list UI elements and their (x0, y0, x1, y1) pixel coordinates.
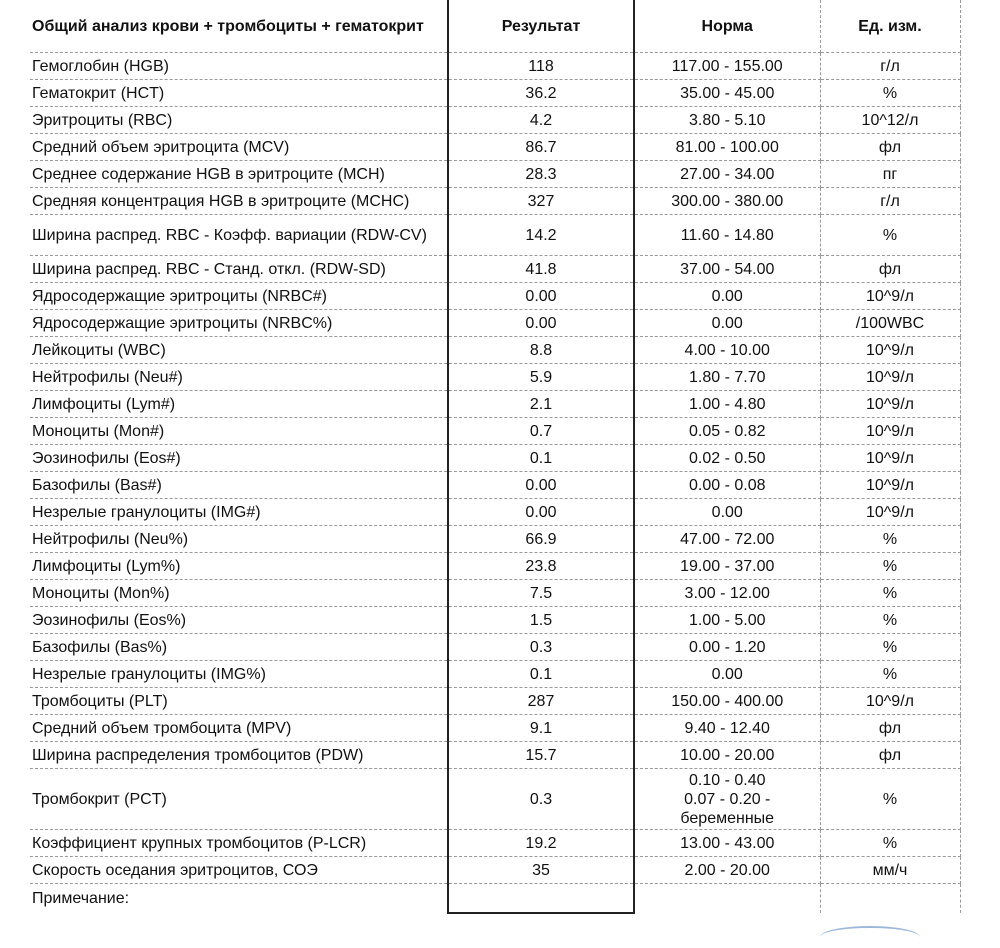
norm-cell: 27.00 - 34.00 (634, 161, 820, 188)
unit-cell: фл (820, 715, 960, 742)
result-cell: 28.3 (448, 161, 634, 188)
note-row (30, 884, 960, 914)
result-cell: 14.2 (448, 215, 634, 256)
test-name-cell: Средний объем эритроцита (MCV) (30, 134, 448, 161)
test-name-cell: Лимфоциты (Lym#) (30, 391, 448, 418)
test-name-cell: Лимфоциты (Lym%) (30, 553, 448, 580)
test-name-cell: Моноциты (Mon#) (30, 418, 448, 445)
norm-cell: 150.00 - 400.00 (634, 688, 820, 715)
test-name-cell: Гематокрит (HCT) (30, 80, 448, 107)
table-row (30, 607, 960, 634)
norm-cell: 0.00 - 1.20 (634, 634, 820, 661)
unit-cell: % (820, 830, 960, 857)
unit-cell: фл (820, 256, 960, 283)
result-cell: 327 (448, 188, 634, 215)
table-header-row (30, 0, 960, 53)
table-row (30, 769, 960, 830)
norm-cell: 2.00 - 20.00 (634, 857, 820, 884)
test-name-cell: Тромбокрит (PCT) (30, 769, 448, 830)
unit-cell: 10^9/л (820, 391, 960, 418)
table-row (30, 742, 960, 769)
note-label: Примечание: (30, 884, 448, 914)
result-cell: 287 (448, 688, 634, 715)
test-name-cell: Ширина распределения тромбоцитов (PDW) (30, 742, 448, 769)
norm-line: 0.10 - 0.40 (689, 771, 766, 789)
result-cell: 35 (448, 857, 634, 884)
norm-cell: 35.00 - 45.00 (634, 80, 820, 107)
test-name-cell: Базофилы (Bas%) (30, 634, 448, 661)
table-row (30, 526, 960, 553)
result-cell: 0.7 (448, 418, 634, 445)
test-name-cell: Незрелые гранулоциты (IMG#) (30, 499, 448, 526)
result-cell: 41.8 (448, 256, 634, 283)
norm-cell: 3.80 - 5.10 (634, 107, 820, 134)
test-name-cell: Эритроциты (RBC) (30, 107, 448, 134)
table-row (30, 715, 960, 742)
result-cell: 19.2 (448, 830, 634, 857)
result-cell: 0.00 (448, 472, 634, 499)
norm-cell: 0.00 (634, 499, 820, 526)
norm-cell: 47.00 - 72.00 (634, 526, 820, 553)
result-cell: 7.5 (448, 580, 634, 607)
norm-cell: 4.00 - 10.00 (634, 337, 820, 364)
test-name-cell: Лейкоциты (WBC) (30, 337, 448, 364)
unit-cell: % (820, 553, 960, 580)
result-cell: 23.8 (448, 553, 634, 580)
test-name-cell: Базофилы (Bas#) (30, 472, 448, 499)
unit-cell: /100WBC (820, 310, 960, 337)
result-cell: 5.9 (448, 364, 634, 391)
result-cell: 0.00 (448, 310, 634, 337)
table-row (30, 134, 960, 161)
unit-cell: 10^9/л (820, 688, 960, 715)
norm-cell: 0.00 (634, 310, 820, 337)
unit-column-header: Ед. изм. (820, 0, 960, 53)
unit-cell: % (820, 215, 960, 256)
result-cell: 86.7 (448, 134, 634, 161)
unit-cell: фл (820, 742, 960, 769)
stamp-edge-fragment (820, 926, 920, 948)
unit-cell: фл (820, 134, 960, 161)
test-name-cell: Скорость оседания эритроцитов, СОЭ (30, 857, 448, 884)
table-row (30, 445, 960, 472)
result-cell: 0.3 (448, 769, 634, 830)
table-row (30, 472, 960, 499)
unit-cell: % (820, 661, 960, 688)
norm-cell: 300.00 - 380.00 (634, 188, 820, 215)
unit-cell: 10^9/л (820, 472, 960, 499)
norm-column-header: Норма (634, 0, 820, 53)
norm-line-pregnant: 0.07 - 0.20 - беременные (680, 790, 775, 827)
unit-cell: % (820, 607, 960, 634)
norm-cell (634, 769, 820, 830)
table-row (30, 688, 960, 715)
table-row (30, 80, 960, 107)
result-cell: 8.8 (448, 337, 634, 364)
unit-cell: 10^9/л (820, 445, 960, 472)
test-name-cell: Ядросодержащие эритроциты (NRBC%) (30, 310, 448, 337)
table-row (30, 634, 960, 661)
table-row (30, 418, 960, 445)
table-row (30, 188, 960, 215)
test-name-cell: Коэффициент крупных тромбоцитов (P-LCR) (30, 830, 448, 857)
result-cell: 4.2 (448, 107, 634, 134)
result-cell: 118 (448, 53, 634, 80)
table-row (30, 161, 960, 188)
test-name-cell: Средняя концентрация HGB в эритроците (MCHC) (30, 188, 448, 215)
test-name-cell: Ширина распред. RBC - Коэфф. вариации (RDW-CV) (30, 215, 448, 256)
table-row (30, 391, 960, 418)
result-cell: 0.1 (448, 661, 634, 688)
norm-cell: 81.00 - 100.00 (634, 134, 820, 161)
norm-cell: 117.00 - 155.00 (634, 53, 820, 80)
unit-cell: 10^9/л (820, 337, 960, 364)
result-cell: 1.5 (448, 607, 634, 634)
table-row (30, 215, 960, 256)
test-name-cell: Моноциты (Mon%) (30, 580, 448, 607)
norm-cell: 1.80 - 7.70 (634, 364, 820, 391)
table-row (30, 580, 960, 607)
norm-cell: 0.00 (634, 283, 820, 310)
result-cell: 36.2 (448, 80, 634, 107)
unit-cell: 10^9/л (820, 283, 960, 310)
table-row (30, 661, 960, 688)
table-row (30, 364, 960, 391)
norm-cell: 3.00 - 12.00 (634, 580, 820, 607)
test-name-cell: Незрелые гранулоциты (IMG%) (30, 661, 448, 688)
unit-cell: 10^9/л (820, 364, 960, 391)
norm-cell: 13.00 - 43.00 (634, 830, 820, 857)
unit-cell: % (820, 769, 960, 830)
unit-cell: 10^9/л (820, 499, 960, 526)
result-cell: 0.3 (448, 634, 634, 661)
table-row (30, 107, 960, 134)
unit-cell: г/л (820, 53, 960, 80)
norm-cell: 9.40 - 12.40 (634, 715, 820, 742)
result-cell: 0.00 (448, 283, 634, 310)
table-row (30, 857, 960, 884)
unit-cell: % (820, 526, 960, 553)
norm-cell: 11.60 - 14.80 (634, 215, 820, 256)
empty-cell (634, 884, 820, 914)
result-cell: 0.00 (448, 499, 634, 526)
unit-cell: г/л (820, 188, 960, 215)
test-name-cell: Нейтрофилы (Neu%) (30, 526, 448, 553)
unit-cell: пг (820, 161, 960, 188)
test-name-cell: Среднее содержание HGB в эритроците (MCH) (30, 161, 448, 188)
table-row (30, 337, 960, 364)
table-row (30, 553, 960, 580)
norm-cell: 0.05 - 0.82 (634, 418, 820, 445)
test-name-cell: Ширина распред. RBC - Станд. откл. (RDW-SD) (30, 256, 448, 283)
blood-test-table (30, 0, 961, 914)
test-name-cell: Тромбоциты (PLT) (30, 688, 448, 715)
table-row (30, 53, 960, 80)
unit-cell: мм/ч (820, 857, 960, 884)
unit-cell: % (820, 580, 960, 607)
result-cell: 9.1 (448, 715, 634, 742)
result-cell: 2.1 (448, 391, 634, 418)
table-row (30, 310, 960, 337)
norm-cell: 1.00 - 5.00 (634, 607, 820, 634)
note-value (448, 884, 634, 914)
table-title: Общий анализ крови + тромбоциты + гематокрит (30, 0, 448, 53)
unit-cell: 10^9/л (820, 418, 960, 445)
result-cell: 66.9 (448, 526, 634, 553)
result-cell: 0.1 (448, 445, 634, 472)
norm-cell: 10.00 - 20.00 (634, 742, 820, 769)
test-name-cell: Эозинофилы (Eos#) (30, 445, 448, 472)
table-row (30, 499, 960, 526)
empty-cell (820, 884, 960, 914)
result-cell: 15.7 (448, 742, 634, 769)
table-row (30, 830, 960, 857)
test-name-cell: Эозинофилы (Eos%) (30, 607, 448, 634)
norm-cell: 0.02 - 0.50 (634, 445, 820, 472)
result-column-header: Результат (448, 0, 634, 53)
test-name-cell: Ядросодержащие эритроциты (NRBC#) (30, 283, 448, 310)
norm-cell: 1.00 - 4.80 (634, 391, 820, 418)
unit-cell: % (820, 634, 960, 661)
table-row (30, 256, 960, 283)
test-name-cell: Нейтрофилы (Neu#) (30, 364, 448, 391)
unit-cell: 10^12/л (820, 107, 960, 134)
test-name-cell: Гемоглобин (HGB) (30, 53, 448, 80)
norm-cell: 0.00 (634, 661, 820, 688)
unit-cell: % (820, 80, 960, 107)
norm-cell: 19.00 - 37.00 (634, 553, 820, 580)
test-name-cell: Средний объем тромбоцита (MPV) (30, 715, 448, 742)
norm-cell: 0.00 - 0.08 (634, 472, 820, 499)
table-row (30, 283, 960, 310)
norm-cell: 37.00 - 54.00 (634, 256, 820, 283)
